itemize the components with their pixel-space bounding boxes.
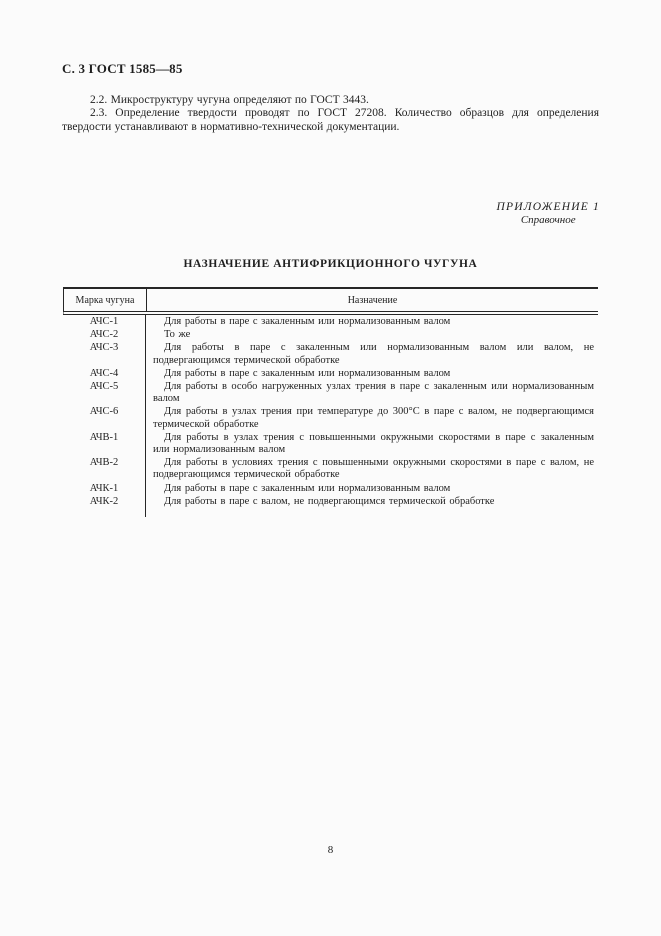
column-header-purpose: Назначение: [347, 295, 398, 306]
cell-mark: АЧК-1: [63, 482, 146, 495]
cell-purpose: Для работы в паре с закаленным или нормализованным валом или валом, не подвергающимся термической обработке: [153, 342, 594, 366]
cell-mark: АЧС-3: [63, 341, 146, 366]
cell-mark: АЧС-5: [63, 380, 146, 405]
appendix-block: [496, 201, 600, 226]
table-body: [63, 315, 598, 517]
page-number: 8: [327, 844, 334, 856]
cell-purpose: Для работы в особо нагруженных узлах трения в паре с закаленным или нормализованным валом: [153, 381, 594, 405]
table-row: [63, 380, 598, 405]
cell-purpose: Для работы в узлах трения с повышенными окружными скоростями в паре с закаленным или нормализованным валом: [153, 431, 594, 456]
cell-purpose: То же: [164, 329, 191, 341]
cell-mark: АЧС-1: [63, 315, 146, 328]
cast-iron-purpose-table: [63, 287, 598, 517]
table-row: [63, 315, 598, 328]
cell-mark: АЧВ-1: [63, 431, 146, 456]
cell-mark: АЧС-6: [63, 405, 146, 430]
table-row: [63, 341, 598, 366]
table-title: НАЗНАЧЕНИЕ АНТИФРИКЦИОННОГО ЧУГУНА: [183, 258, 478, 270]
paragraph-2-2: 2.2. Микроструктуру чугуна определяют по ГОСТ 3443.: [90, 94, 369, 106]
cell-mark: АЧК-2: [63, 495, 146, 508]
cell-mark: АЧС-2: [63, 328, 146, 341]
cell-mark: АЧС-4: [63, 367, 146, 380]
appendix-title: ПРИЛОЖЕНИЕ 1: [496, 201, 600, 213]
column-header-mark: Марка чугуна: [64, 289, 147, 311]
table-row: [63, 328, 598, 341]
table-row: [63, 431, 598, 456]
appendix-subtitle: Справочное: [520, 214, 576, 226]
table-column-rule-tail: [63, 508, 598, 517]
table-row: [63, 456, 598, 481]
cell-purpose: Для работы в паре с закаленным или нормализованным валом: [164, 367, 451, 379]
table-header-row: [63, 289, 598, 315]
running-header: С. 3 ГОСТ 1585—85: [62, 61, 183, 76]
cell-purpose: Для работы в паре с валом, не подвергающимся термической обработке: [164, 495, 495, 507]
table-row: [63, 405, 598, 430]
table-row: [63, 482, 598, 495]
cell-mark: АЧВ-2: [63, 456, 146, 481]
body-paragraphs: [62, 94, 599, 134]
cell-purpose: Для работы в паре с закаленным или нормализованным валом: [164, 482, 451, 494]
table-row: [63, 367, 598, 380]
cell-purpose: Для работы в узлах трения при температуре до 300°С в паре с валом, не подвергающимся термической обработке: [153, 406, 594, 430]
cell-purpose: Для работы в условиях трения с повышенными окружными скоростями в паре с валом, не подвергающимся термической обработке: [153, 457, 594, 481]
paragraph-2-3: 2.3. Определение твердости проводят по ГОСТ 27208. Количество образцов для определения твердости устанавливают в нормативно-технической документации.: [62, 107, 599, 133]
table-row: [63, 495, 598, 508]
cell-purpose: Для работы в паре с закаленным или нормализованным валом: [164, 316, 451, 327]
